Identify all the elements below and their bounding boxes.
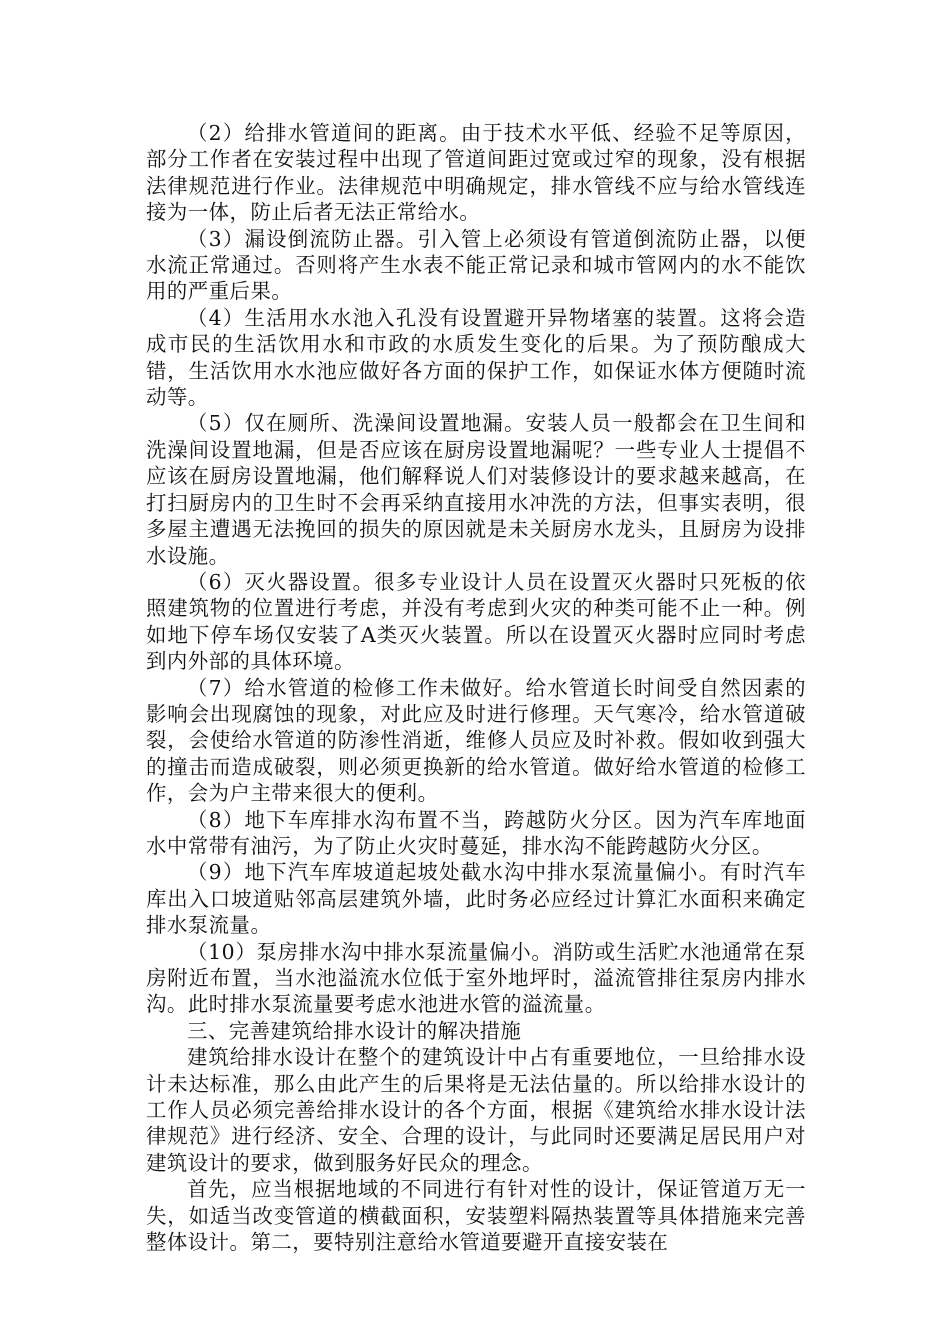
document-page: [146, 120, 806, 1255]
body-paragraph-first: 首先，应当根据地域的不同进行有针对性的设计，保证管道万无一失，如适当改变管道的横截面积，安装塑料隔热装置等具体措施来完善整体设计。第二，要特别注意给水管道要避开直接安装在: [146, 1177, 806, 1255]
paragraph-item-4: （4）生活用水水池入孔没有设置避开异物堵塞的装置。这将会造成市民的生活饮用水和市政的水质发生变化的后果。为了预防酿成大错，生活饮用水水池应做好各方面的保护工作，如保证水体方便随时流动等。: [146, 305, 806, 410]
paragraph-item-3: （3）漏设倒流防止器。引入管上必须设有管道倒流防止器，以便水流正常通过。否则将产生水表不能正常记录和城市管网内的水不能饮用的严重后果。: [146, 226, 806, 304]
paragraph-item-5: （5）仅在厕所、洗澡间设置地漏。安装人员一般都会在卫生间和洗澡间设置地漏，但是否应该在厨房设置地漏呢？一些专业人士提倡不应该在厨房设置地漏，他们解释说人们对装修设计的要求越来越高，在打扫厨房内的卫生时不会再采纳直接用水冲洗的方法，但事实表明，很多屋主遭遇无法挽回的损失的原因就是未关厨房水龙头，且厨房为设排水设施。: [146, 411, 806, 568]
paragraph-item-6: （6）灭火器设置。很多专业设计人员在设置灭火器时只死板的依照建筑物的位置进行考虑，并没有考虑到火灾的种类可能不止一种。例如地下停车场仅安装了A类灭火装置。所以在设置灭火器时应同时考虑到内外部的具体环境。: [146, 569, 806, 674]
body-paragraph-intro: 建筑给排水设计在整个的建筑设计中占有重要地位，一旦给排水设计未达标准，那么由此产生的后果将是无法估量的。所以给排水设计的工作人员必须完善给排水设计的各个方面，根据《建筑给水排水设计法律规范》进行经济、安全、合理的设计，与此同时还要满足居民用户对建筑设计的要求，做到服务好民众的理念。: [146, 1045, 806, 1175]
paragraph-item-8: （8）地下车库排水沟布置不当，跨越防火分区。因为汽车库地面水中常带有油污，为了防止火灾时蔓延，排水沟不能跨越防火分区。: [146, 807, 806, 858]
paragraph-item-9: （9）地下汽车库坡道起坡处截水沟中排水泵流量偏小。有时汽车库出入口坡道贴邻高层建筑外墙，此时务必应经过计算汇水面积来确定排水泵流量。: [146, 860, 806, 938]
paragraph-item-7: （7）给水管道的检修工作未做好。给水管道长时间受自然因素的影响会出现腐蚀的现象，对此应及时进行修理。天气寒冷，给水管道破裂，会使给水管道的防渗性消逝，维修人员应及时补救。假如收到强大的撞击而造成破裂，则必须更换新的给水管道。做好给水管道的检修工作，会为户主带来很大的便利。: [146, 675, 806, 806]
paragraph-item-2: （2）给排水管道间的距离。由于技术水平低、经验不足等原因，部分工作者在安装过程中出现了管道间距过宽或过窄的现象，没有根据法律规范进行作业。法律规范中明确规定，排水管线不应与给水管线连接为一体，防止后者无法正常给水。: [146, 121, 806, 225]
paragraph-item-10: （10）泵房排水沟中排水泵流量偏小。消防或生活贮水池通常在泵房附近布置，当水池溢流水位低于室外地坪时，溢流管排往泵房内排水沟。此时排水泵流量要考虑水池进水管的溢流量。: [146, 939, 806, 1017]
section-heading: 三、完善建筑给排水设计的解决措施: [187, 1018, 522, 1043]
